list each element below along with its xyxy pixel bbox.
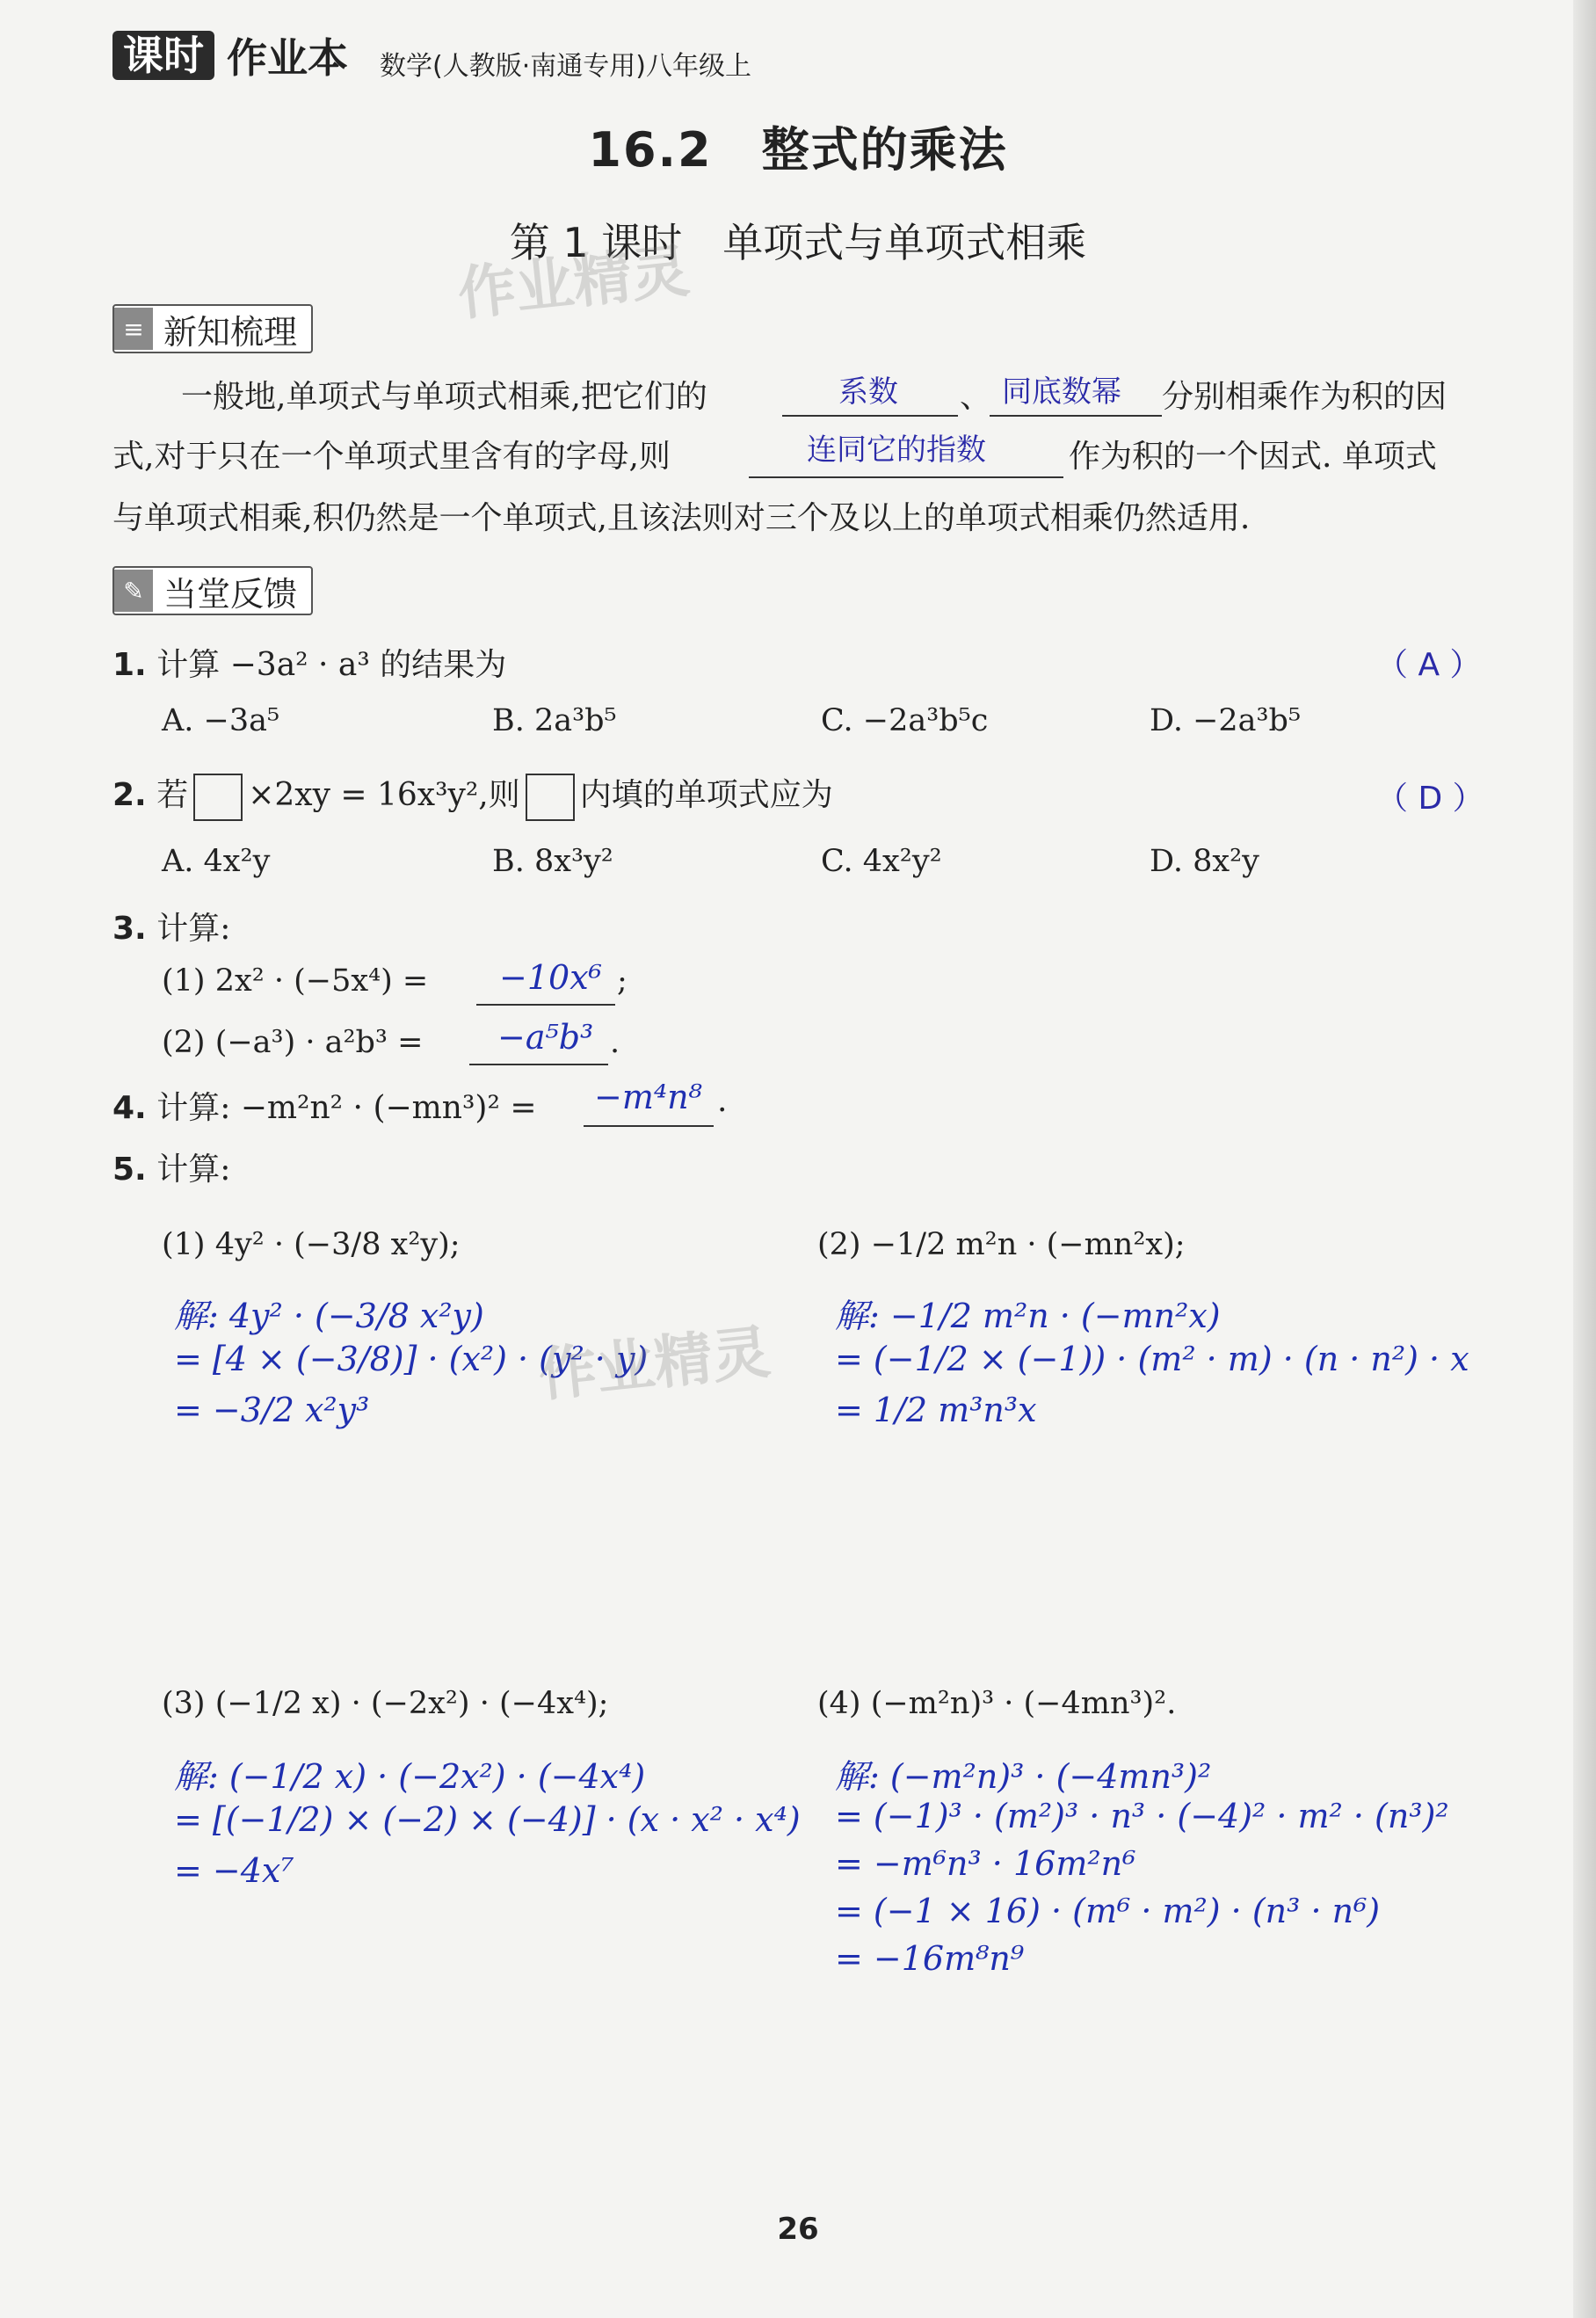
q3-part1-blank bbox=[476, 1004, 615, 1006]
blank-separator: 、 bbox=[960, 379, 992, 415]
notebook-icon: ≡ bbox=[114, 308, 153, 350]
q1-option-b: B. 2a³b⁵ bbox=[492, 703, 617, 738]
lesson-title: 第 1 课时 单项式与单项式相乘 bbox=[509, 219, 1087, 266]
knowledge-line1-b: 分别相乘作为积的因 bbox=[1162, 379, 1447, 415]
q5-part3: (3) (−1/2 x) · (−2x²) · (−4x⁴); bbox=[162, 1686, 609, 1721]
brand-logo bbox=[112, 30, 348, 81]
question-4-text: 计算: −m²n² · (−mn³)² = bbox=[156, 1090, 537, 1126]
pencil-icon: ✎ bbox=[114, 570, 153, 612]
question-3 bbox=[112, 904, 230, 948]
question-2-text-c: 内填的单项式应为 bbox=[579, 777, 833, 813]
q5-part4-solution-1: 解: (−m²n)³ · (−4mn³)² bbox=[835, 1757, 1212, 1796]
section-feedback bbox=[112, 566, 313, 615]
page-edge bbox=[1573, 0, 1596, 2318]
watermark-2: 作业精灵 bbox=[535, 1318, 773, 1410]
q2-option-d: D. 8x²y bbox=[1150, 844, 1259, 879]
q3-part2-answer: −a⁵b³ bbox=[497, 1018, 594, 1057]
question-2-number: 2. bbox=[112, 777, 147, 813]
question-3-number: 3. bbox=[112, 911, 147, 947]
question-4-number: 4. bbox=[112, 1090, 147, 1126]
q5-part2-solution-2: = (−1/2 × (−1)) · (m² · m) · (n · n²) · x bbox=[835, 1340, 1469, 1378]
question-3-text: 计算: bbox=[156, 911, 231, 947]
q5-part1-solution-3: = −3/2 x²y³ bbox=[174, 1391, 370, 1429]
q5-part2-solution-3: = 1/2 m³n³x bbox=[835, 1391, 1037, 1429]
blank-box-2 bbox=[526, 774, 575, 821]
q5-part1-solution-2: = [4 × (−3/8)] · (x²) · (y² · y) bbox=[174, 1340, 649, 1378]
knowledge-line2-b: 作为积的一个因式. 单项式 bbox=[1069, 439, 1437, 475]
question-1-number: 1. bbox=[112, 647, 147, 683]
question-5 bbox=[112, 1144, 230, 1189]
q5-part4-solution-2: = (−1)³ · (m²)³ · n³ · (−4)² · m² · (n³)² bbox=[835, 1797, 1449, 1835]
q3-part1-end: ; bbox=[617, 963, 628, 999]
q4-answer: −m⁴n⁸ bbox=[594, 1078, 702, 1116]
blank-2-answer: 同底数幂 bbox=[1002, 374, 1121, 410]
q1-option-a: A. −3a⁵ bbox=[162, 703, 280, 738]
q5-part3-solution-3: = −4x⁷ bbox=[174, 1851, 294, 1890]
question-1 bbox=[112, 640, 506, 685]
q5-part4-solution-5: = −16m⁸n⁹ bbox=[835, 1939, 1025, 1978]
q3-part1: (1) 2x² · (−5x⁴) = bbox=[162, 963, 429, 999]
q3-part1-answer: −10x⁶ bbox=[499, 958, 602, 997]
q5-part4: (4) (−m²n)³ · (−4mn³)². bbox=[817, 1686, 1177, 1721]
knowledge-line1-a: 一般地,单项式与单项式相乘,把它们的 bbox=[181, 379, 707, 415]
q4-blank bbox=[584, 1125, 714, 1127]
q5-part1: (1) 4y² · (−3/8 x²y); bbox=[162, 1227, 461, 1262]
q1-option-d: D. −2a³b⁵ bbox=[1150, 703, 1301, 738]
blank-1-answer: 系数 bbox=[838, 374, 898, 410]
q5-part2: (2) −1/2 m²n · (−mn²x); bbox=[817, 1227, 1186, 1262]
q5-part4-solution-3: = −m⁶n³ · 16m²n⁶ bbox=[835, 1844, 1136, 1883]
q3-part2-end: . bbox=[610, 1025, 620, 1060]
q5-part1-solution-1: 解: 4y² · (−3/8 x²y) bbox=[174, 1297, 484, 1335]
question-1-text: 计算 −3a² · a³ 的结果为 bbox=[156, 647, 507, 683]
blank-3 bbox=[749, 476, 1063, 478]
q3-part2-blank bbox=[469, 1064, 608, 1065]
blank-3-answer: 连同它的指数 bbox=[807, 432, 986, 468]
question-2-text-b: ×2xy = 16x³y²,则 bbox=[248, 777, 520, 813]
brand-box: 课时 bbox=[112, 31, 214, 80]
q2-option-a: A. 4x²y bbox=[162, 844, 271, 879]
knowledge-line3: 与单项式相乘,积仍然是一个单项式,且该法则对三个及以上的单项式相乘仍然适用. bbox=[112, 500, 1251, 536]
q3-part2: (2) (−a³) · a²b³ = bbox=[162, 1025, 424, 1060]
q2-option-c: C. 4x²y² bbox=[821, 844, 942, 879]
page-number: 26 bbox=[777, 2212, 819, 2247]
q5-part4-solution-4: = (−1 × 16) · (m⁶ · m²) · (n³ · n⁶) bbox=[835, 1892, 1381, 1930]
q1-option-c: C. −2a³b⁵c bbox=[821, 703, 989, 738]
watermark: 作业精灵 bbox=[454, 236, 693, 329]
knowledge-line2-a: 式,对于只在一个单项式里含有的字母,则 bbox=[112, 439, 671, 475]
q2-option-b: B. 8x³y² bbox=[492, 844, 613, 879]
section-title: 16.2 整式的乘法 bbox=[588, 122, 1008, 178]
question-4 bbox=[112, 1083, 537, 1128]
question-2-text-a: 若 bbox=[156, 777, 189, 813]
question-1-answer: （ A ） bbox=[1376, 647, 1482, 683]
section-knowledge-label: 新知梳理 bbox=[163, 312, 298, 352]
q5-part3-solution-2: = [(−1/2) × (−2) × (−4)] · (x · x² · x⁴) bbox=[174, 1800, 801, 1839]
section-knowledge bbox=[112, 304, 313, 353]
q5-part2-solution-1: 解: −1/2 m²n · (−mn²x) bbox=[835, 1297, 1221, 1335]
question-2-answer: （ D ） bbox=[1376, 781, 1484, 817]
question-5-text: 计算: bbox=[156, 1152, 231, 1188]
brand-word: 作业本 bbox=[227, 34, 348, 82]
q4-end: . bbox=[717, 1083, 728, 1119]
question-5-number: 5. bbox=[112, 1152, 147, 1188]
question-2 bbox=[112, 770, 833, 821]
section-feedback-label: 当堂反馈 bbox=[163, 574, 298, 614]
q5-part3-solution-1: 解: (−1/2 x) · (−2x²) · (−4x⁴) bbox=[174, 1757, 646, 1796]
blank-box-1 bbox=[193, 774, 243, 821]
subject-line: 数学(人教版·南通专用)八年级上 bbox=[380, 51, 751, 82]
